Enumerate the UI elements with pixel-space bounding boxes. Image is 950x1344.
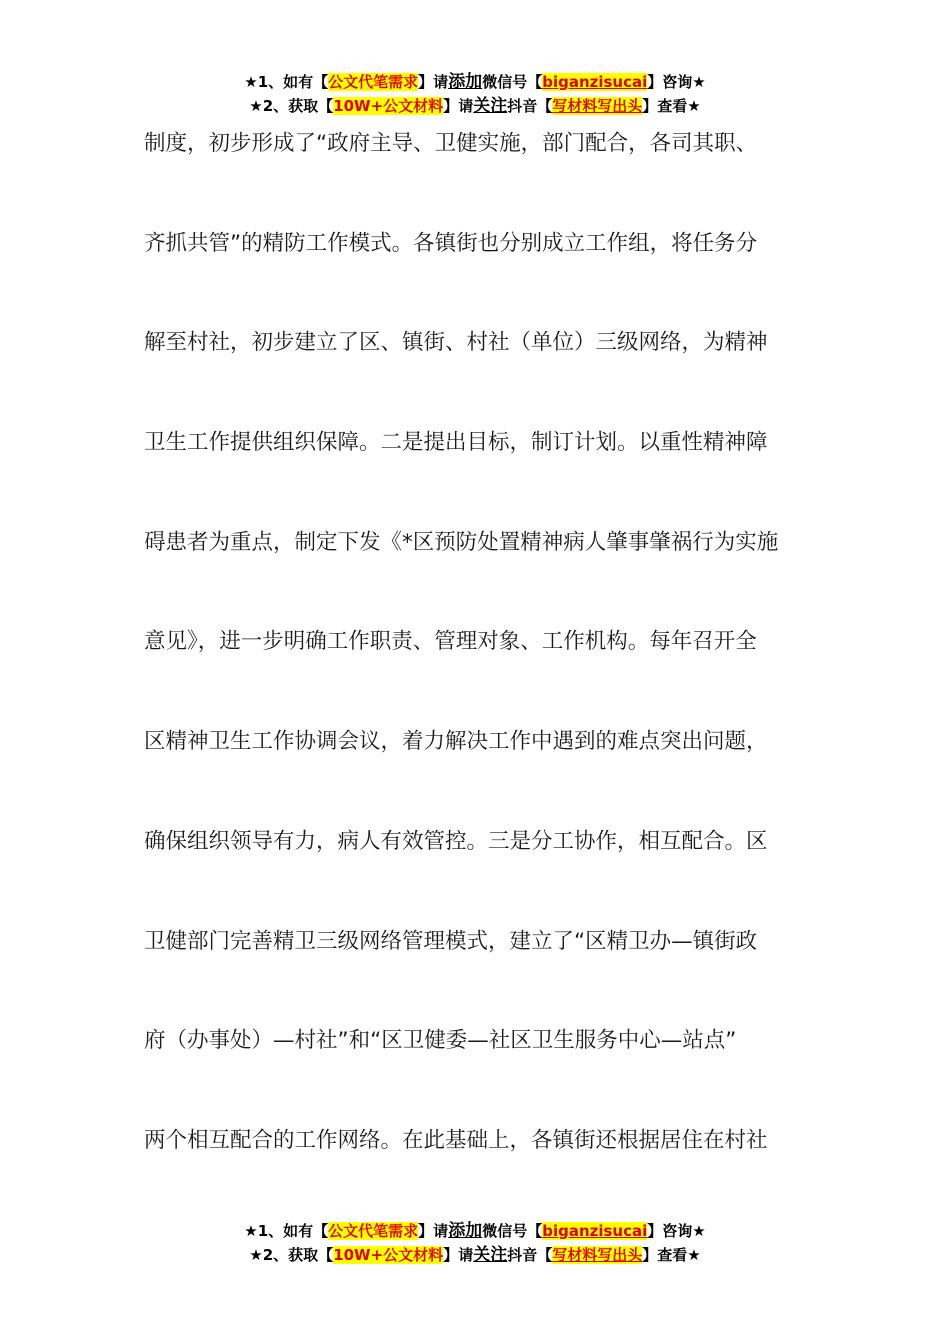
banner-suffix: 】查看★ [642, 1246, 701, 1264]
banner-text: 】请 [418, 73, 449, 91]
douyin-account: 写材料写出头 [552, 97, 643, 115]
wechat-id: biganzisucai [542, 1222, 648, 1240]
banner-line-2 [0, 1243, 950, 1267]
banner-line-1 [0, 70, 950, 94]
body-line: 意见》，进一步明确工作职责、管理对象、工作机构。每年召开全 [144, 629, 757, 655]
banner-line-2 [0, 94, 950, 118]
body-line: 碍患者为重点，制定下发《*区预防处置精神病人肇事肇祸行为实施 [144, 529, 779, 555]
banner-prefix: ★2、获取【 [249, 97, 334, 115]
header-banner [0, 70, 950, 118]
footer-banner [0, 1219, 950, 1267]
banner-prefix: ★1、如有【 [244, 1222, 329, 1240]
body-line: 确保组织领导有力，病人有效管控。三是分工协作，相互配合。区 [144, 828, 768, 854]
banner-emphasis: 关注 [473, 96, 508, 116]
banner-text: 微信号【 [482, 73, 543, 91]
body-line: 府（办事处）—村社”和“区卫健委—社区卫生服务中心—站点” [144, 1028, 737, 1054]
banner-text: 抖音【 [507, 97, 553, 115]
banner-emphasis: 添加 [448, 1221, 483, 1241]
banner-prefix: ★2、获取【 [249, 1246, 334, 1264]
body-line: 齐抓共管”的精防工作模式。各镇街也分别成立工作组，将任务分 [144, 230, 758, 256]
highlight-materials: 10W+公文材料 [333, 97, 444, 115]
body-line: 卫生工作提供组织保障。二是提出目标，制订计划。以重性精神障 [144, 430, 768, 456]
body-line: 制度，初步形成了“政府主导、卫健实施，部门配合，各司其职、 [144, 131, 758, 156]
document-body [144, 120, 806, 1217]
banner-line-1 [0, 1219, 950, 1243]
wechat-id: biganzisucai [542, 73, 648, 91]
banner-text: 】请 [443, 97, 474, 115]
body-line: 解至村社，初步建立了区、镇街、村社（单位）三级网络，为精神 [144, 330, 768, 356]
banner-text: 微信号【 [482, 1222, 543, 1240]
banner-suffix: 】咨询★ [647, 73, 706, 91]
highlight-ghostwriting: 公文代笔需求 [328, 73, 419, 91]
banner-text: 】请 [418, 1222, 449, 1240]
douyin-account: 写材料写出头 [552, 1246, 643, 1264]
body-line: 两个相互配合的工作网络。在此基础上，各镇街还根据居住在村社 [144, 1127, 768, 1153]
banner-text: 】请 [443, 1246, 474, 1264]
banner-emphasis: 添加 [448, 72, 483, 92]
body-line: 区精神卫生工作协调会议，着力解决工作中遇到的难点突出问题， [144, 729, 768, 755]
highlight-materials: 10W+公文材料 [333, 1246, 444, 1264]
body-line: 卫健部门完善精卫三级网络管理模式，建立了“区精卫办—镇街政 [144, 928, 758, 954]
banner-emphasis: 关注 [473, 1245, 508, 1265]
banner-prefix: ★1、如有【 [244, 73, 329, 91]
banner-text: 抖音【 [507, 1246, 553, 1264]
banner-suffix: 】查看★ [642, 97, 701, 115]
banner-suffix: 】咨询★ [647, 1222, 706, 1240]
highlight-ghostwriting: 公文代笔需求 [328, 1222, 419, 1240]
